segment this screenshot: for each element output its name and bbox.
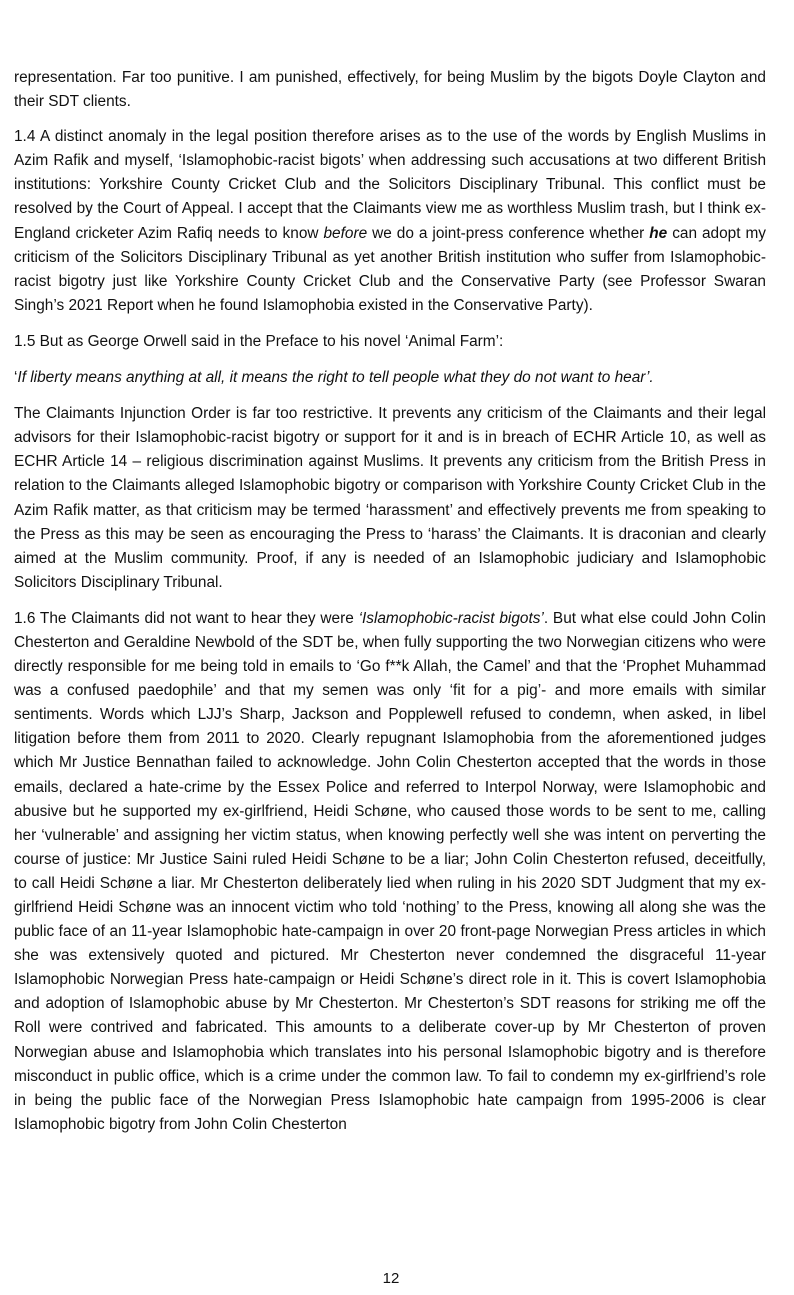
paragraph-text: can adopt my criticism of the Solicitors Disciplinary Tribunal as yet another British institution who suffer from Islamophobic-racist bigotry just like Yorkshire County Cricket Club and the Conservative Party (see Professor Swaran Singh’s 2021 Report when he found Islamophobia existed in the Conservative Party). — [14, 224, 767, 314]
document-body — [14, 66, 766, 1149]
paragraph-text: we do a joint-press conference whether — [367, 224, 650, 242]
paragraph-1-5 — [14, 330, 766, 354]
orwell-quote — [14, 366, 766, 390]
paragraph-1-6 — [14, 607, 766, 1137]
paragraph-text: . But what else could John Colin Chesterton and Geraldine Newbold of the SDT be, when fully supporting the two Norwegian citizens who were directly responsible for me being told in emails to ‘Go f**k Allah, the Camel’ and that the ‘Prophet Muhammad was a confused paedophile’ and that my semen was only ‘fit for a pig’- and more emails with similar sentiments. Words which LJJ’s Sharp, Jackson and Popplewell refused to condemn, when asked, in libel litigation before them from 2011 to 2020. Clearly repugnant Islamophobia from the aforementioned judges which Mr Justice Bennathan failed to acknowledge. John Colin Chesterton accepted that the words in those emails, declared a hate-crime by the Essex Police and referred to Interpol Norway, were Islamophobic and abusive but he supported my ex-girlfriend, Heidi Schøne, who caused those words to be sent to me, calling her ‘vulnerable’ and assigning her victim status, when knowing perfectly well she was intent on perverting the course of justice: Mr Justice Saini ruled Heidi Schøne to be a liar; John Colin Chesterton refused, deceitfully, to call Heidi Schøne a liar. Mr Chesterton deliberately lied when ruling in his 2020 SDT Judgment that my ex-girlfriend Heidi Schøne was an innocent victim who told ‘nothing’ to the Press, knowing all along she was the public face of an 11-year Islamophobic hate-campaign in over 20 front-page Norwegian Press articles in which she was extensively quoted and pictured. Mr Chesterton never condemned the disgraceful 11-year Islamophobic Norwegian Press hate-campaign or Heidi Schøne’s direct role in it. This is covert Islamophobia and adoption of Islamophobic abuse by Mr Chesterton. Mr Chesterton’s SDT reasons for striking me off the Roll were contrived and fabricated. This amounts to a deliberate cover-up by Mr Chesterton of proven Norwegian abuse and Islamophobia which translates into his personal Islamophobic bigotry and is therefore misconduct in public office, which is a crime under the common law. To fail to condemn my ex-girlfriend’s role in being the public face of the Norwegian Press Islamophobic hate campaign from 1995-2006 is clear Islamophobic bigotry from John Colin Chesterton — [14, 609, 766, 1133]
paragraph-text: 1.6 The Claimants did not want to hear they were — [14, 609, 359, 627]
quote-text: If liberty means anything at all, it means the right to tell people what they do not want to hear’. — [17, 369, 654, 387]
paragraph-continuation — [14, 66, 766, 114]
emphasis-bigots: ‘Islamophobic-racist bigots’ — [358, 609, 544, 627]
emphasis-he: he — [649, 224, 668, 242]
emphasis-before: before — [323, 224, 368, 242]
paragraph-text: 1.5 But as George Orwell said in the Preface to his novel ‘Animal Farm’: — [14, 332, 504, 350]
paragraph-injunction — [14, 402, 766, 595]
page-number: 12 — [382, 1270, 400, 1287]
paragraph-text: representation. Far too punitive. I am punished, effectively, for being Muslim by the bigots Doyle Clayton and their SDT clients. — [14, 69, 766, 111]
paragraph-text: The Claimants Injunction Order is far too restrictive. It prevents any criticism of the Claimants and their legal advisors for their Islamophobic-racist bigotry or support for it and is in breach of ECHR Article 10, as well as ECHR Article 14 – religious discrimination against Muslims. It prevents any criticism from the British Press in relation to the Claimants alleged Islamophobic bigotry or comparison with Yorkshire County Cricket Club in the Azim Rafik matter, as that criticism may be termed ‘harassment’ and effectively prevents me from speaking to the Press as this may be seen as encouraging the Press to ‘harass’ the Claimants. It is draconian and clearly aimed at the Muslim community. Proof, if any is needed of an Islamophobic judiciary and Islamophobic Solicitors Disciplinary Tribunal. — [14, 405, 766, 591]
paragraph-1-4 — [14, 125, 766, 318]
quote-open-mark: ‘ — [14, 369, 18, 387]
paragraph-text: 1.4 A distinct anomaly in the legal position therefore arises as to the use of the words by English Muslims in Azim Rafik and myself, ‘Islamophobic-racist bigots’ when addressing such accusations at two different British institutions: Yorkshire County Cricket Club and the Solicitors Disciplinary Tribunal. This conflict must be resolved by the Court of Appeal. I accept that the Claimants view me as worthless Muslim trash, but I think ex-England cricketer Azim Rafiq needs to know — [14, 128, 766, 242]
